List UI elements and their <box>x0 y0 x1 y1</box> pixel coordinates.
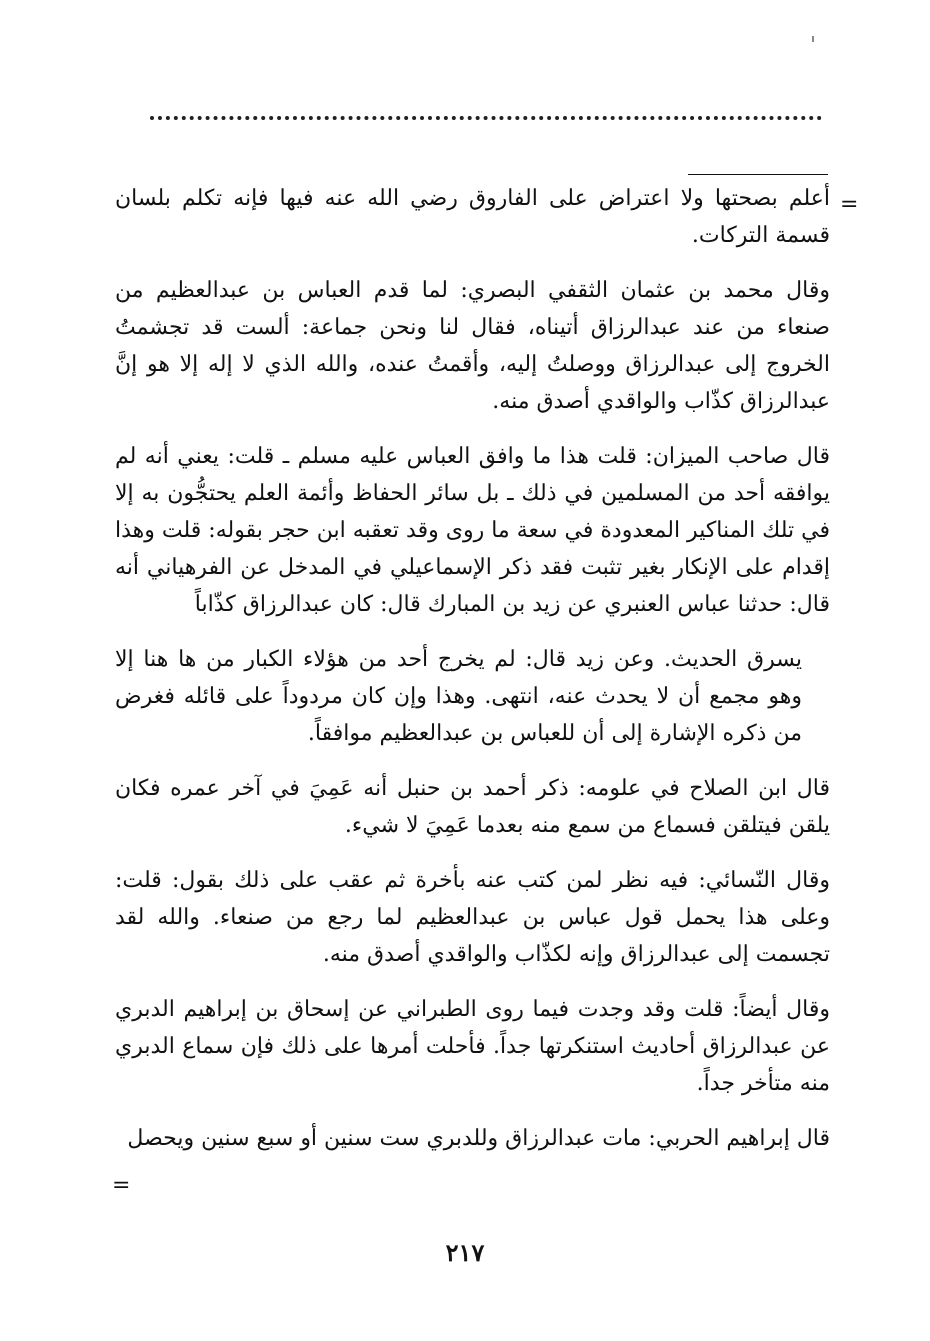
continuation-mark: = <box>840 192 859 217</box>
paragraph-7: وقال أيضاً: قلت وقد وجدت فيما روى الطبراني عن إسحاق بن إبراهيم الدبري عن عبدالرزاق أحاديث استنكرتها جداً. فأحلت أمرها على ذلك فإن سماع الدبري منه متأخر جداً. <box>115 997 830 1096</box>
continuation-end-mark: = <box>112 1173 131 1198</box>
scan-mark <box>812 36 814 42</box>
paragraph-1: أعلم بصحتها ولا اعتراض على الفاروق رضي الله عنه فيها فإنه تكلم بلسان قسمة التركات. <box>115 186 830 248</box>
paragraph-4: يسرق الحديث. وعن زيد قال: لم يخرج أحد من هؤلاء الكبار من ها هنا إلا وهو مجمع أن لا يحدث عنه، انتهى. وهذا وإن كان مردوداً على قائله فغرض من ذكره الإشارة إلى أن للعباس بن عبدالعظيم موافقاً. <box>115 647 802 746</box>
paragraph-3: قال صاحب الميزان: قلت هذا ما وافق العباس عليه مسلم ـ قلت: يعني أنه لم يوافقه أحد من المسلمين في ذلك ـ بل سائر الحفاظ وأئمة العلم يحتجُّون به إلا في تلك المناكير المعدودة في سعة ما روى وقد تعقبه ابن حجر بقوله: قلت وهذا إقدام على الإنكار بغير تثبت فقد ذكر الإسماعيلي في المدخل عن الفرهياني أنه قال: حدثنا عباس العنبري عن زيد بن المبارك قال: كان عبدالرزاق كذّاباً <box>115 444 830 617</box>
paragraph-8: قال إبراهيم الحربي: مات عبدالرزاق وللدبري ست سنين أو سبع سنين ويحصل <box>127 1126 830 1151</box>
paragraph-5: قال ابن الصلاح في علومه: ذكر أحمد بن حنبل أنه عَمِيَ في آخر عمره فكان يلقن فيتلقن فسماع من سمع منه بعدما عَمِيَ لا شيء. <box>115 776 830 838</box>
footnote-body <box>115 180 830 1175</box>
paragraph-6: وقال النّسائي: فيه نظر لمن كتب عنه بأخرة ثم عقب على ذلك بقول: قلت: وعلى هذا يحمل قول عباس بن عبدالعظيم لما رجع من صنعاء. والله لقد تجسمت إلى عبدالرزاق وإنه لكذّاب والواقدي أصدق منه. <box>115 868 830 967</box>
footnote-rule <box>688 174 828 175</box>
page-number: ٢١٧ <box>445 1238 485 1267</box>
dotted-separator <box>150 116 822 120</box>
paragraph-2: وقال محمد بن عثمان الثقفي البصري: لما قدم العباس بن عبدالعظيم من صنعاء من عند عبدالرزاق أتيناه، فقال لنا ونحن جماعة: ألست قد تجشمتُ الخروج إلى عبدالرزاق ووصلتُ إليه، وأقمتُ عنده، والله الذي لا إله إلا هو إنَّ عبدالرزاق كذّاب والواقدي أصدق منه. <box>115 278 830 414</box>
